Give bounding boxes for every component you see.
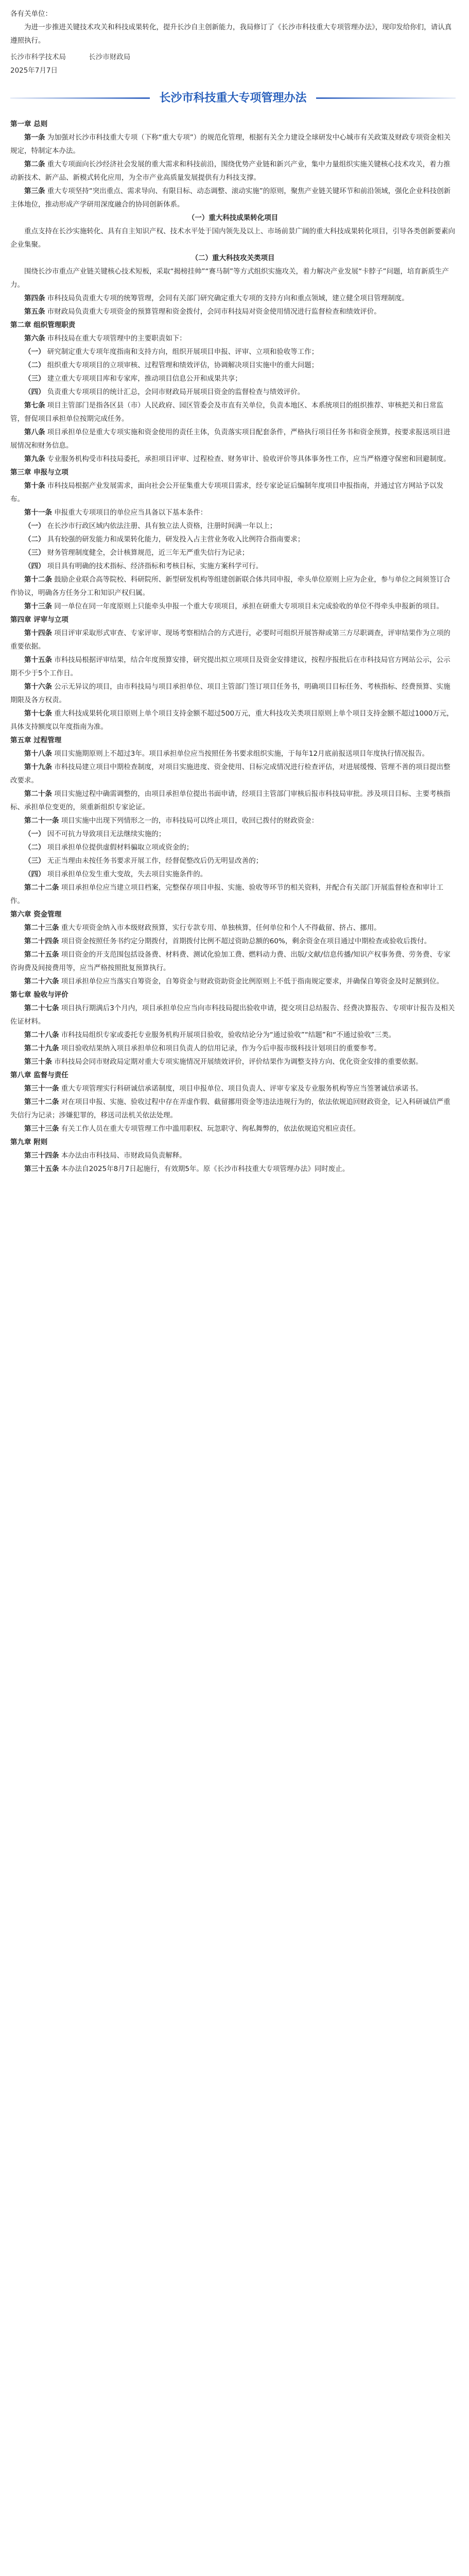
article-text: 项目实施中出现下列情形之一的，市科技局可以终止项目，收回已拨付的财政资金：	[61, 817, 319, 825]
issuer-name: 长沙市科学技术局	[10, 53, 66, 61]
article-text: 鼓励企业联合高等院校、科研院所、新型研发机构等组建创新联合体共同申报，牵头单位原则上应为企业，参与单位之间须签订合作协议，明确各方任务分工和知识产权归属。	[10, 575, 450, 597]
article-paragraph	[10, 1055, 456, 1069]
document-title: 长沙市科技重大专项管理办法	[150, 87, 316, 110]
article-paragraph	[10, 1082, 456, 1095]
chapter-heading: 第四章 评审与立项	[10, 616, 68, 624]
article-paragraph	[10, 948, 456, 975]
article-text: 重大专项面向长沙经济社会发展的重大需求和科技前沿，围绕优势产业链和新兴产业，集中力量组织实施关键核心技术攻关，着力推动新技术、新产品、新模式转化应用，为全市产业高质量发展提供有力科技支撑。	[10, 160, 450, 182]
article-paragraph	[10, 854, 456, 868]
article-text: 市科技局根据评审结果，结合年度预算安排，研究提出拟立项项目及资金安排建议，按程序报批后在市科技局官方网站公示，公示期不少于5个工作日。	[10, 656, 450, 677]
article-text: 项目承担单位发生重大变故，失去项目实施条件的。	[47, 870, 207, 878]
article-label: （三）	[24, 375, 45, 383]
article-label: 第十六条	[24, 683, 52, 691]
article-text: 项目实施期原则上不超过3年。项目承担单位应当按照任务书要求组织实施，于每年12月底前报送项目年度执行情况报告。	[54, 750, 429, 758]
article-text: 项目承担单位应当落实自筹资金，自筹资金与财政资助资金比例原则上不低于指南规定要求，并确保自筹资金及时足额到位。	[61, 977, 444, 986]
chapter-heading: 第三章 申报与立项	[10, 468, 68, 477]
article-label: 第二十三条	[24, 924, 59, 932]
article-paragraph	[10, 841, 456, 854]
article-text: 重大专项资金纳入市本级财政预算，实行专款专用、单独核算，任何单位和个人不得截留、挤占、挪用。	[61, 924, 381, 932]
article-label: （一）	[24, 522, 45, 530]
article-text: 为加强对长沙市科技重大专项（下称“重大专项”）的规范化管理，根据有关全力建设全球研发中心城市有关政策及财政专项资金相关规定，特制定本办法。	[10, 133, 451, 155]
article-label: 第十九条	[24, 763, 52, 771]
article-paragraph	[10, 372, 456, 385]
article-text: 研究制定重大专项年度指南和支持方向，组织开展项目申报、评审、立项和验收等工作；	[47, 348, 319, 356]
issuer-name-2: 长沙市财政局	[89, 53, 131, 61]
article-paragraph	[10, 1122, 456, 1136]
article-text: 公示无异议的项目，由市科技局与项目承担单位、项目主管部门签订项目任务书，明确项目目标任务、考核指标、经费预算、实施期限及各方权责。	[10, 683, 450, 704]
section-paragraph: 重点支持在长沙实施转化、具有自主知识产权、技术水平处于国内领先及以上、市场前景广阔的重大科技成果转化项目，引导各类创新要素向企业集聚。	[10, 227, 455, 249]
article-label: （三）	[24, 857, 45, 865]
article-label: 第七条	[24, 401, 45, 410]
article-text: 有关工作人员在重大专项管理工作中滥用职权、玩忽职守、徇私舞弊的，依法依规追究相应责任。	[61, 1125, 360, 1133]
article-paragraph	[10, 707, 456, 734]
article-paragraph	[10, 1042, 456, 1055]
chapter-heading: 第一章 总则	[10, 120, 48, 128]
article-paragraph	[10, 653, 456, 680]
issue-date: 2025年7月7日	[10, 66, 58, 75]
article-label: （二）	[24, 361, 45, 369]
article-text: 具有较强的研发能力和成果转化能力，研发投入占主营业务收入比例符合指南要求；	[47, 535, 305, 544]
article-paragraph	[10, 747, 456, 760]
article-text: 项目评审采取形式审查、专家评审、现场考察相结合的方式进行，必要时可组织开展答辩或第三方尽职调查，评审结果作为立项的重要依据。	[10, 629, 450, 651]
article-label: 第十八条	[24, 750, 52, 758]
section-subheading: （二）重大科技攻关类项目	[191, 254, 275, 262]
article-label: 第十一条	[24, 509, 52, 517]
article-label: （二）	[24, 535, 45, 544]
article-text: 项目主管部门是指各区县（市）人民政府、园区管委会及市直有关单位，负责本地区、本系统项目的组织推荐、审核把关和日常监管，督促项目承担单位按期完成任务。	[10, 401, 444, 423]
article-label: 第四条	[24, 294, 45, 302]
section-paragraph: 围绕长沙市重点产业链关键核心技术短板，采取“揭榜挂帅”“赛马制”等方式组织实施攻关，着力解决产业发展“卡脖子”问题，培育新质生产力。	[10, 267, 449, 289]
article-label: 第八条	[24, 428, 45, 436]
article-text: 同一单位在同一年度原则上只能牵头申报一个重大专项项目，承担在研重大专项项目未完成验收的单位不得牵头申报新的项目。	[54, 602, 444, 611]
article-label: 第二十二条	[24, 884, 59, 892]
chapter-heading: 第七章 验收与评价	[10, 991, 68, 999]
article-label: （一）	[24, 348, 45, 356]
article-text: 本办法自2025年8月7日起施行，有效期5年。原《长沙市科技重大专项管理办法》同时废止。	[61, 1165, 350, 1173]
article-text: 财务管理制度健全，会计核算规范，近三年无严重失信行为记录；	[47, 549, 249, 557]
greeting: 各有关单位：	[10, 10, 52, 18]
article-paragraph	[10, 868, 456, 881]
article-text: 因不可抗力导致项目无法继续实施的；	[47, 830, 166, 838]
article-text: 项目具有明确的技术指标、经济指标和考核目标，实施方案科学可行。	[47, 562, 263, 570]
article-text: 市科技局在重大专项管理中的主要职责如下：	[47, 334, 186, 343]
article-text: 项目承担单位应当建立项目档案，完整保存项目申报、实施、验收等环节的相关资料，并配合有关部门开展监督检查和审计工作。	[10, 884, 444, 905]
article-paragraph	[10, 385, 456, 399]
article-label: 第九条	[24, 455, 45, 463]
article-label: 第三十条	[24, 1058, 52, 1066]
article-label: （三）	[24, 549, 45, 557]
article-text: 市科技局会同市财政局定期对重大专项实施情况开展绩效评价，评价结果作为调整支持方向、优化资金安排的重要依据。	[54, 1058, 423, 1066]
article-paragraph	[10, 1162, 456, 1176]
chapter-heading: 第二章 组织管理职责	[10, 321, 76, 329]
section-subheading: （一）重大科技成果转化项目	[187, 214, 279, 222]
article-paragraph	[10, 533, 456, 546]
article-text: 项目资金的开支范围包括设备费、材料费、测试化验加工费、燃料动力费、出版/文献/信息传播/知识产权事务费、劳务费、专家咨询费及间接费用等，应当严格按照批复预算执行。	[10, 951, 450, 972]
article-text: 对在项目申报、实施、验收过程中存在弄虚作假、截留挪用资金等违法违规行为的，依法依规追回财政资金，记入科研诚信严重失信行为记录；涉嫌犯罪的，移送司法机关依法处理。	[10, 1098, 450, 1120]
article-label: 第三十五条	[24, 1165, 59, 1173]
issuer-line	[10, 50, 456, 64]
article-label: 第十五条	[24, 656, 52, 664]
article-label: 第三十一条	[24, 1084, 59, 1093]
article-label: 第三十三条	[24, 1125, 59, 1133]
chapter-heading: 第五章 过程管理	[10, 736, 62, 744]
article-label: 第二十八条	[24, 1031, 59, 1039]
article-paragraph	[10, 399, 456, 426]
article-paragraph	[10, 814, 456, 827]
article-text: 专业服务机构受市科技局委托，承担项目评审、过程检查、财务审计、验收评价等具体事务性工作，应当严格遵守保密和回避制度。	[47, 455, 450, 463]
article-text: 市财政局负责重大专项资金的预算管理和资金拨付，会同市科技局对资金使用情况进行监督检查和绩效评价。	[47, 308, 381, 316]
article-paragraph	[10, 881, 456, 908]
article-label: 第十条	[24, 482, 45, 490]
article-paragraph	[10, 1095, 456, 1122]
article-paragraph	[10, 305, 456, 318]
article-label: 第二条	[24, 160, 45, 168]
article-paragraph	[10, 1028, 456, 1042]
intro-paragraph: 为进一步推进关键技术攻关和科技成果转化，提升长沙自主创新能力，我局修订了《长沙市科技重大专项管理办法》，现印发给你们，请认真遵照执行。	[10, 23, 452, 45]
article-label: 第十三条	[24, 602, 52, 611]
article-label: 第十七条	[24, 709, 52, 718]
article-paragraph	[10, 292, 456, 305]
article-paragraph	[10, 332, 456, 345]
article-label: 第二十条	[24, 790, 52, 798]
article-label: 第十四条	[24, 629, 52, 637]
article-paragraph	[10, 479, 456, 506]
article-text: 市科技局负责重大专项的统筹管理，会同有关部门研究确定重大专项的支持方向和重点领域，建立健全项目管理制度。	[47, 294, 409, 302]
article-text: 项目承担单位是重大专项实施和资金使用的责任主体，负责落实项目配套条件，严格执行项目任务书和资金预算，按要求报送项目进展情况和财务信息。	[10, 428, 450, 450]
article-text: 申报重大专项项目的单位应当具备以下基本条件：	[54, 509, 207, 517]
article-paragraph	[10, 158, 456, 184]
article-text: 市科技局组织专家或委托专业服务机构开展项目验收，验收结论分为“通过验收”“结题”和“不通过验收”三类。	[61, 1031, 396, 1039]
article-text: 无正当理由未按任务书要求开展工作，经督促整改后仍无明显改善的；	[47, 857, 263, 865]
article-text: 本办法由市科技局、市财政局负责解释。	[61, 1151, 186, 1160]
article-label: （一）	[24, 830, 45, 838]
article-text: 项目资金按照任务书约定分期拨付，首期拨付比例不超过资助总额的60%，剩余资金在项目通过中期检查或验收后拨付。	[61, 937, 431, 945]
article-paragraph	[10, 452, 456, 466]
article-label: （四）	[24, 388, 45, 396]
article-label: 第五条	[24, 308, 45, 316]
article-paragraph	[10, 680, 456, 707]
article-paragraph	[10, 560, 456, 573]
article-label: （四）	[24, 870, 45, 878]
chapter-heading: 第九章 附则	[10, 1138, 48, 1146]
article-paragraph	[10, 519, 456, 533]
article-paragraph	[10, 935, 456, 948]
article-text: 项目执行期满后3个月内，项目承担单位应当向市科技局提出验收申请，提交项目总结报告、经费决算报告、专项审计报告及相关佐证材料。	[10, 1004, 455, 1026]
title-banner	[10, 87, 456, 110]
article-label: （二）	[24, 843, 45, 852]
article-label: 第三十四条	[24, 1151, 59, 1160]
article-label: 第二十七条	[24, 1004, 59, 1012]
article-paragraph	[10, 787, 456, 814]
article-text: 项目承担单位提供虚假材料骗取立项或资金的；	[47, 843, 194, 852]
article-paragraph	[10, 426, 456, 452]
article-text: 重大科技成果转化项目原则上单个项目支持金额不超过500万元，重大科技攻关类项目原则上单个项目支持金额不超过1000万元，具体支持额度以年度指南为准。	[10, 709, 454, 731]
article-paragraph	[10, 573, 456, 600]
article-text: 负责重大专项项目的统计汇总，会同市财政局开展项目资金的监督检查与绩效评价。	[47, 388, 305, 396]
article-paragraph	[10, 600, 456, 613]
article-paragraph	[10, 345, 456, 359]
article-paragraph	[10, 546, 456, 560]
article-label: 第二十一条	[24, 817, 59, 825]
article-label: 第六条	[24, 334, 45, 343]
article-paragraph	[10, 921, 456, 935]
article-paragraph	[10, 1002, 456, 1028]
article-paragraph	[10, 1149, 456, 1162]
article-paragraph	[10, 760, 456, 787]
article-text: 组织重大专项项目的立项审核、过程管理和绩效评估，协调解决项目实施中的重大问题；	[47, 361, 319, 369]
chapter-heading: 第八章 监督与责任	[10, 1071, 68, 1079]
chapters-container	[10, 117, 456, 1176]
article-paragraph	[10, 506, 456, 519]
article-paragraph	[10, 626, 456, 653]
article-label: （四）	[24, 562, 45, 570]
article-text: 重大专项管理实行科研诚信承诺制度，项目申报单位、项目负责人、评审专家及专业服务机构等应当签署诚信承诺书。	[61, 1084, 423, 1093]
article-text: 在长沙市行政区域内依法注册、具有独立法人资格，注册时间满一年以上；	[47, 522, 277, 530]
article-label: 第二十五条	[24, 951, 59, 959]
article-text: 项目验收结果纳入项目承担单位和项目负责人的信用记录，作为今后申报市级科技计划项目的重要参考。	[61, 1044, 381, 1053]
article-text: 建立重大专项项目库和专家库，推动项目信息公开和成果共享；	[47, 375, 242, 383]
article-label: 第二十九条	[24, 1044, 59, 1053]
article-paragraph	[10, 184, 456, 211]
article-paragraph	[10, 131, 456, 158]
article-paragraph	[10, 827, 456, 841]
article-label: 第二十六条	[24, 977, 59, 986]
article-text: 项目实施过程中确需调整的，由项目承担单位提出书面申请，经项目主管部门审核后报市科技局审批。涉及项目目标、主要考核指标、承担单位变更的，须重新组织专家论证。	[10, 790, 450, 811]
article-label: 第十二条	[24, 575, 52, 584]
article-text: 市科技局建立项目中期检查制度，对项目实施进度、资金使用、目标完成情况进行检查评估，对进展缓慢、管理不善的项目提出整改要求。	[10, 763, 450, 785]
article-label: 第三十二条	[24, 1098, 59, 1106]
article-paragraph	[10, 975, 456, 988]
article-text: 重大专项坚持“突出重点、需求导向、有限目标、动态调整、滚动实施”的原则，聚焦产业链关键环节和前沿领域，强化企业科技创新主体地位，推动形成产学研用深度融合的协同创新体系。	[10, 187, 451, 209]
article-paragraph	[10, 359, 456, 372]
article-label: 第三条	[24, 187, 45, 195]
article-label: 第二十四条	[24, 937, 59, 945]
chapter-heading: 第六章 资金管理	[10, 910, 62, 919]
article-label: 第一条	[24, 133, 45, 142]
article-text: 市科技局根据产业发展需求，面向社会公开征集重大专项项目需求，经专家论证后编制年度项目申报指南，并通过官方网站予以发布。	[10, 482, 444, 503]
